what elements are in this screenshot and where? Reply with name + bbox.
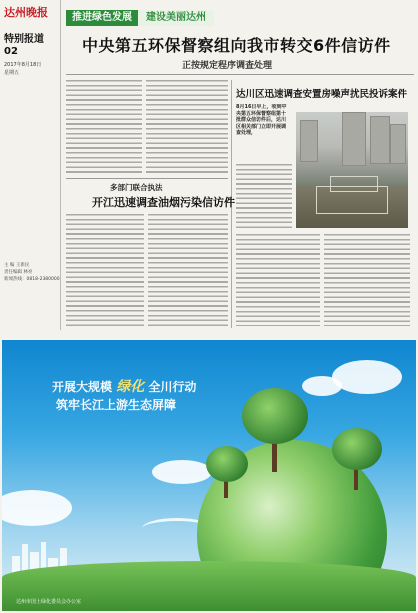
designer-name: 林亮 — [23, 270, 33, 275]
right-article-lead-text: 8月16日早上，收到中央第五环保督察组第十批群众信访件后，达川区相关部门立即开展调查处理， — [236, 104, 287, 136]
issue-date: 2017年8月18日 — [4, 62, 42, 68]
editor-label: 主 编 — [4, 263, 15, 268]
main-article-col-1 — [66, 80, 142, 176]
issue-weekday: 星期五 — [4, 70, 20, 76]
paper-name: 达州晚报 — [4, 6, 48, 19]
page-number: 02 — [4, 46, 18, 57]
masthead-column — [4, 4, 62, 334]
right-article-col-2 — [236, 234, 320, 326]
designer-label: 责任编辑 — [4, 270, 22, 275]
section-banner — [66, 10, 214, 26]
demolition-site-photo — [296, 112, 408, 228]
right-article-headline: 达川区迅速调查安置房噪声扰民投诉案件 — [236, 89, 408, 100]
tree-icon-left — [206, 446, 248, 482]
edition-label: 特别报道 — [4, 34, 44, 45]
main-article-col-2 — [146, 80, 228, 176]
banner-subtitle: 建设美丽达州 — [138, 10, 214, 26]
greening-poster — [2, 340, 416, 611]
slogan-part-a: 开展大规模 — [52, 380, 113, 394]
contact-line: 新闻热线：0818-2380000 — [4, 277, 60, 282]
right-article-col-1 — [236, 164, 292, 230]
main-subheadline: 正按规定程序调查处理 — [182, 61, 273, 71]
right-article-lead — [236, 104, 290, 160]
sub-article-col-2 — [148, 214, 228, 326]
tree-icon — [242, 388, 308, 444]
editor-credits — [4, 262, 60, 283]
poster-slogan-line-1 — [52, 376, 196, 396]
slogan-part-b: 全川行动 — [148, 380, 197, 394]
sub-article-headline: 开江迅速调查油烟污染信访件 — [92, 196, 235, 209]
sub-article-kicker: 多部门联合执法 — [110, 183, 163, 192]
poster-slogan-line-2: 筑牢长江上游生态屏障 — [56, 398, 177, 412]
editor-name: 王新民 — [15, 263, 30, 268]
poster-sponsor: 达州市国土绿化委员会办公室 — [16, 599, 82, 605]
masthead-divider — [60, 0, 61, 330]
right-article-col-3 — [324, 234, 410, 326]
slogan-accent: 绿化 — [116, 379, 145, 395]
tree-icon-small — [332, 428, 382, 470]
headline-divider — [66, 74, 414, 75]
main-headline: 中央第五环保督察组向我市转交6件信访件 — [82, 36, 391, 55]
sub-article-divider — [66, 178, 228, 179]
banner-tag: 推进绿色发展 — [66, 10, 138, 26]
sub-article-col-1 — [66, 214, 144, 326]
